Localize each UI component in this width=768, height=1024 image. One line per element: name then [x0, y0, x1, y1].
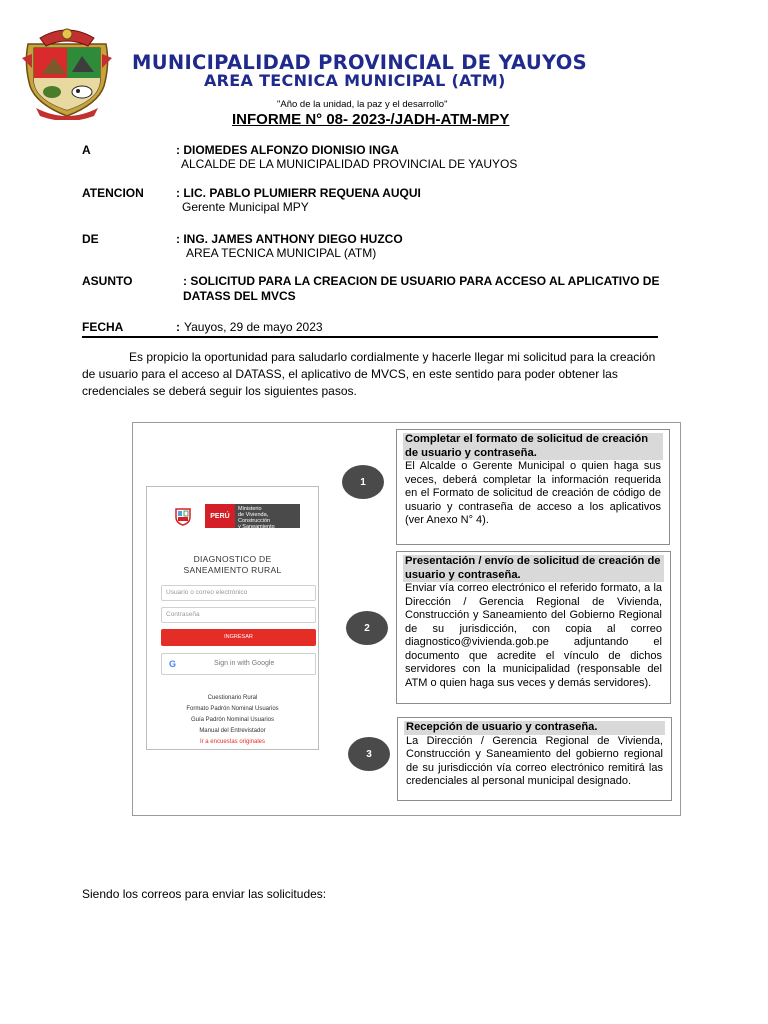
google-signin-label: Sign in with Google — [214, 660, 275, 667]
peru-shield-icon — [173, 506, 193, 526]
subject-line-2: DATASS DEL MVCS — [183, 289, 296, 303]
subject-label: ASUNTO — [82, 274, 133, 288]
password-input: Contraseña — [161, 607, 316, 623]
peru-label: PERÚ — [205, 504, 235, 528]
app-title-line-2: SANEAMIENTO RURAL — [183, 565, 282, 575]
link-interviewer-manual: Manual del Entrevistador — [199, 728, 266, 734]
to-name: : DIOMEDES ALFONZO DIONISIO INGA — [176, 143, 399, 157]
from-role: AREA TECNICA MUNICIPAL (ATM) — [186, 246, 377, 260]
header-divider — [82, 336, 658, 338]
to-label: A — [82, 143, 91, 157]
from-label: DE — [82, 232, 99, 246]
app-title — [147, 554, 318, 576]
step-3-title: Recepción de usuario y contraseña. — [404, 721, 665, 735]
step-1-body: El Alcalde o Gerente Municipal o quien haga sus veces, deberá completar la información requerida en el Formato de solicitud de creación de código de usuario y contraseña de acceso a los aplicativos (ver Anexo N° 4). — [405, 460, 661, 526]
attention-role: Gerente Municipal MPY — [182, 200, 309, 214]
app-title-line-1: DIAGNOSTICO DE — [193, 554, 272, 564]
area-name-heading: AREA TECNICA MUNICIPAL (ATM) — [204, 71, 506, 90]
body-paragraph: Es propicio la oportunidad para saludarlo cordialmente y hacerle llegar mi solicitud para la creación de usuario para el acceso al DATASS, el aplicativo de MVCS, en este sentido para poder obtener las credenciales se deberá seguir los siguientes pasos. — [82, 350, 656, 398]
login-button: INGRESAR — [161, 629, 316, 646]
date-label: FECHA — [82, 320, 124, 334]
attention-name: : LIC. PABLO PLUMIERR REQUENA AUQUI — [176, 186, 421, 200]
step-3-box — [397, 717, 672, 801]
date-colon: : — [176, 320, 180, 334]
step-2-title: Presentación / envío de solicitud de creación de usuario y contraseña. — [403, 555, 664, 582]
from-name: : ING. JAMES ANTHONY DIEGO HUZCO — [176, 232, 403, 246]
step-1-title: Completar el formato de solicitud de creación de usuario y contraseña. — [403, 433, 663, 460]
google-g-icon: G — [169, 659, 177, 669]
municipal-coat-of-arms-logo — [22, 24, 112, 120]
date-value: Yauyos, 29 de mayo 2023 — [184, 320, 323, 334]
attention-label: ATENCION — [82, 186, 144, 200]
step-2-box — [396, 551, 671, 704]
year-motto: "Año de la unidad, la paz y el desarrollo" — [277, 99, 448, 110]
procedure-figure — [132, 422, 681, 816]
ministry-name — [238, 506, 298, 530]
google-signin-button — [161, 653, 316, 675]
step-2-circle: 2 — [346, 611, 388, 645]
step-1-box — [396, 429, 670, 545]
ministry-line-3: y Saneamiento — [238, 524, 275, 530]
emails-intro-text: Siendo los correos para enviar las solicitudes: — [82, 887, 327, 901]
step-2-body: Enviar vía correo electrónico el referido formato, a la Dirección / Gerencia Regional de Vivienda, Construcción y Saneamiento del Gobierno Regional de su jurisdicción, con copia al correo diagnostico@vivienda.gob.pe adjuntando el documento que acredite el vínculo de dichos servidores con la municipalidad (responsable del ATM o quien haga sus veces y demás servidores). — [405, 582, 662, 689]
link-original-surveys: Ir a encuestas originales — [199, 739, 266, 745]
login-screen-image — [146, 486, 319, 750]
subject-line-1: : SOLICITUD PARA LA CREACION DE USUARIO PARA ACCESO AL APLICATIVO DE — [183, 274, 660, 288]
link-rural-questionnaire: Cuestionario Rural — [207, 695, 258, 701]
ministry-line-1: Ministerio — [238, 506, 262, 512]
step-3-body: La Dirección / Gerencia Regional de Vivienda, Construcción y Saneamiento del gobierno regional de su jurisdicción vía correo electrónico remitirá las credenciales al personal municipal designado. — [406, 734, 663, 787]
user-email-input: Usuario o correo electrónico — [161, 585, 316, 601]
step-3-circle: 3 — [348, 737, 390, 771]
report-title: INFORME N° 08- 2023-/JADH-ATM-MPY — [232, 111, 510, 128]
step-1-circle: 1 — [342, 465, 384, 499]
to-role: ALCALDE DE LA MUNICIPALIDAD PROVINCIAL DE YAUYOS — [181, 157, 518, 171]
municipality-name-heading: MUNICIPALIDAD PROVINCIAL DE YAUYOS — [132, 51, 587, 74]
link-nominal-format: Formato Padrón Nominal Usuarios — [186, 706, 279, 712]
link-nominal-guide: Guía Padrón Nominal Usuarios — [190, 717, 275, 723]
ministry-line-2: de Vivienda, Construcción — [238, 512, 271, 524]
ministry-banner — [205, 504, 300, 528]
